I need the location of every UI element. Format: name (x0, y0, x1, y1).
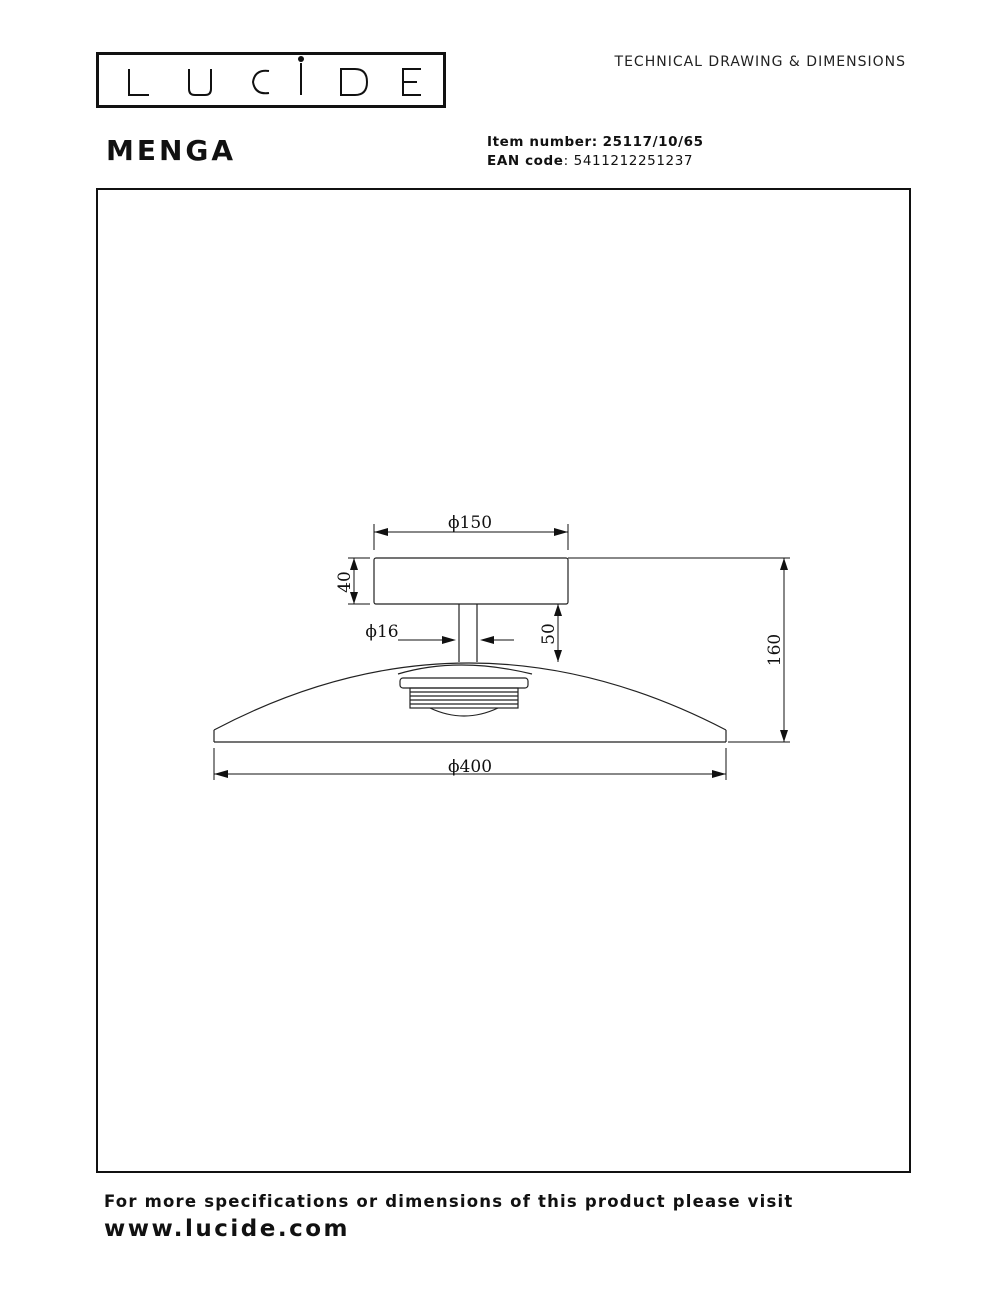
ceiling-base (374, 558, 568, 604)
ean-label: EAN code (487, 153, 564, 169)
stem-diameter-label: ϕ16 (365, 622, 399, 642)
item-number-row (487, 134, 704, 150)
brand-logo (96, 52, 446, 108)
product-name: MENGA (106, 134, 237, 167)
item-number-label: Item number: (487, 134, 598, 150)
logo-graphic (99, 55, 449, 111)
ean-value: 5411212251237 (573, 153, 694, 169)
total-height-label: 160 (765, 633, 785, 667)
technical-drawing (98, 190, 913, 1175)
footer-info-text: For more specifications or dimensions of this product please visit (104, 1192, 794, 1211)
base-diameter-label: ϕ150 (447, 513, 493, 533)
lamp-socket (400, 678, 528, 716)
shade-diameter-label: ϕ400 (447, 757, 493, 777)
item-number-value: 25117/10/65 (602, 134, 704, 150)
top-cap (398, 665, 532, 674)
ean-row (487, 153, 693, 169)
stem-length-label: 50 (539, 623, 559, 645)
website-link[interactable]: www.lucide.com (104, 1216, 350, 1242)
ean-separator: : (563, 153, 569, 169)
base-height-label: 40 (335, 571, 355, 593)
logo-text: LUCIDE (99, 55, 103, 56)
technical-drawing-frame (96, 188, 911, 1173)
document-type: TECHNICAL DRAWING & DIMENSIONS (614, 54, 906, 70)
